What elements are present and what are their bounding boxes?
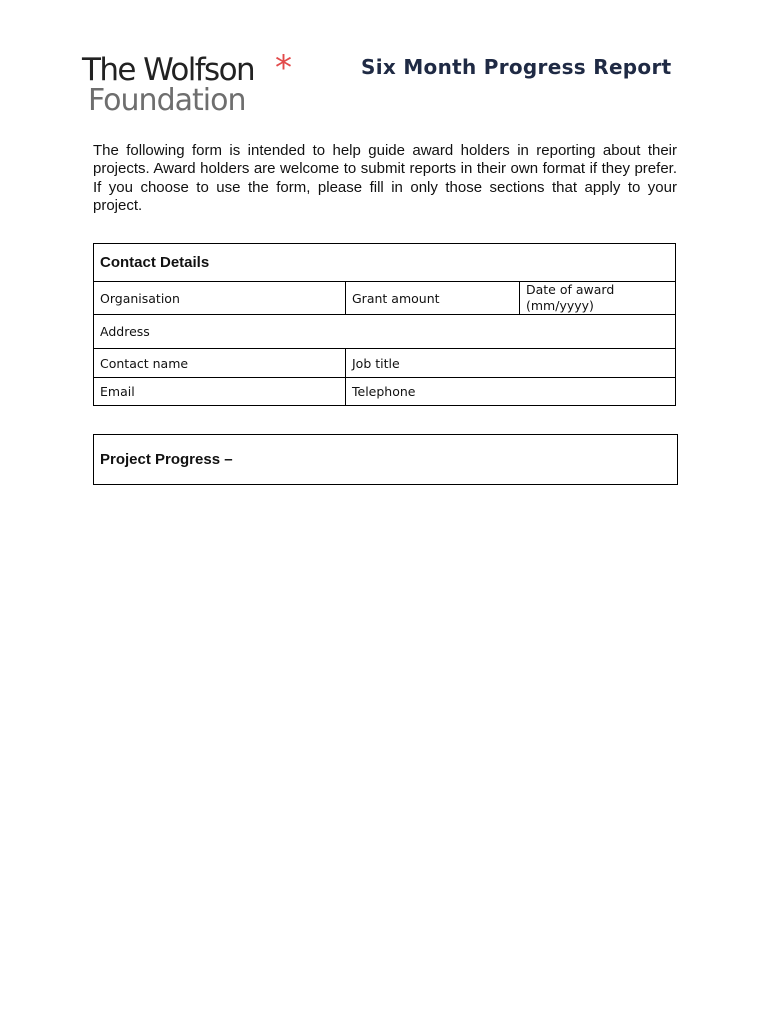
project-progress-table bbox=[93, 434, 678, 485]
date-of-award-field[interactable] bbox=[520, 282, 676, 315]
logo-text-the-wolfson: The Wolfson bbox=[82, 52, 255, 88]
date-of-award-label: Date of award bbox=[526, 282, 615, 297]
date-of-award-format-label: (mm/yyyy) bbox=[526, 298, 594, 313]
contact-name-field[interactable]: Contact name bbox=[94, 349, 346, 378]
wolfson-foundation-logo bbox=[82, 48, 297, 118]
organisation-field[interactable]: Organisation bbox=[94, 282, 346, 315]
telephone-field[interactable]: Telephone bbox=[346, 378, 676, 406]
address-field[interactable]: Address bbox=[94, 315, 676, 349]
grant-amount-field[interactable]: Grant amount bbox=[346, 282, 520, 315]
project-progress-heading[interactable]: Project Progress – bbox=[94, 435, 678, 485]
email-field[interactable]: Email bbox=[94, 378, 346, 406]
logo-asterisk-icon: * bbox=[275, 48, 292, 88]
contact-details-table bbox=[93, 243, 676, 406]
job-title-field[interactable]: Job title bbox=[346, 349, 676, 378]
contact-details-heading: Contact Details bbox=[94, 244, 676, 282]
logo-text-foundation: Foundation bbox=[88, 83, 246, 118]
intro-paragraph: The following form is intended to help guide award holders in reporting about their projects. Award holders are welcome to submit reports in their own format if they prefer. If you choose to use the form, please fill in only those sections that apply to your project. bbox=[93, 142, 677, 214]
report-title: Six Month Progress Report bbox=[361, 55, 672, 79]
